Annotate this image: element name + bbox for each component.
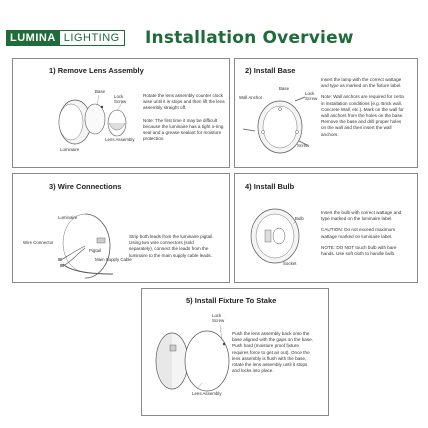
label-main-supply-cable: Main Supply Cable xyxy=(95,257,132,262)
label-lock-screw: Lock Screw xyxy=(212,313,225,323)
panel-title: 2) Install Base xyxy=(245,66,296,75)
text-line: in installation conditions (e.g. Brick wall, xyxy=(321,100,402,106)
label-lens-assembly: Lens Assembly xyxy=(105,137,135,142)
text-line: separately), connect the leads from the xyxy=(129,246,209,252)
text-line: Concrete Wall, etc.). Mark on the wall for xyxy=(321,106,404,112)
label-pigtail: Pigtail xyxy=(89,248,101,253)
label-lock-screw: Lock Screw xyxy=(114,94,127,104)
label-wall-anchor: Wall Anchor xyxy=(239,95,263,100)
text-line: because the luminaire has a tight o-ring xyxy=(143,123,224,129)
instructions xyxy=(321,77,417,138)
logo-suffix: LIGHTING xyxy=(60,30,125,46)
text-line: anchors. xyxy=(321,131,339,137)
text-line: type marked on the luminaire label. xyxy=(321,216,393,222)
label-screw: Screw xyxy=(297,143,310,148)
text-line: rotate the lens assembly until it stops xyxy=(232,362,308,368)
instructions xyxy=(129,234,229,259)
text-line: Rotate the lens assembly counter clock xyxy=(143,93,223,98)
wiring-illustration xyxy=(13,174,231,284)
panel-install-base xyxy=(234,58,418,168)
label-luminaire: Luminaire xyxy=(58,215,78,220)
instructions xyxy=(232,331,328,374)
panel-install-fixture xyxy=(141,288,329,416)
text-line: hands. Use soft cloth to handle bulb. xyxy=(321,251,396,257)
text-line: Insert the bulb with correct wattage and xyxy=(321,210,402,215)
panel-title: 4) Install Bulb xyxy=(245,182,295,191)
text-line: lens assembly is flush with the base, xyxy=(232,355,307,361)
text-line: wise until it is stops and then lift the lens xyxy=(143,99,225,105)
label-base: Base xyxy=(279,86,290,91)
panel-install-bulb xyxy=(234,173,418,283)
text-line: Strip both leads from the luminaire pigtail. xyxy=(129,234,214,239)
text-line: protection. xyxy=(143,136,165,142)
label-lock-screw: Lock Screw xyxy=(305,91,318,101)
panel-title: 1) Remove Lens Assembly xyxy=(49,66,144,75)
logo-brand: LUMINA xyxy=(6,30,60,46)
panel-title: 3) Wire Connections xyxy=(49,182,122,191)
label-wire-connector: Wire Connector xyxy=(23,240,54,245)
text-line: Note: Wall anchors are required for certa xyxy=(321,94,404,100)
page-title: Installation Overview xyxy=(145,28,354,48)
panel-wire-connections xyxy=(12,173,230,283)
label-lens-assembly: Lens Assembly xyxy=(192,391,222,396)
text-line: on the wall and then insert the wall xyxy=(321,125,392,131)
text-line: Note: The first time it may be difficult xyxy=(143,117,218,123)
brand-logo xyxy=(6,30,125,46)
text-line: wattage marked on luminaire label. xyxy=(321,233,393,239)
text-line: and locks into place. xyxy=(232,368,274,374)
text-line: luminaire to the main supply cable leads. xyxy=(129,252,212,258)
label-luminaire: Luminaire xyxy=(60,147,80,152)
text-line: requires force to get air out). Once the xyxy=(232,349,310,355)
panel-remove-lens xyxy=(12,58,230,168)
text-line: Remove the base and drill proper holes xyxy=(321,119,402,125)
text-line: Using two wire connectors (sold xyxy=(129,240,194,246)
text-line: seal and a grease sealant for moisture xyxy=(143,130,222,136)
text-line: Insert the lamp with the correct wattage xyxy=(321,77,402,82)
text-line: base aligned with the gaps on the base. xyxy=(232,337,313,343)
text-line: assembly straight off. xyxy=(143,105,187,111)
text-line: Push hard (moisture proof fixture xyxy=(232,343,299,349)
instructions xyxy=(321,210,417,257)
text-line: NOTE: DO NOT touch bulb with bare xyxy=(321,244,397,250)
label-base: Base xyxy=(95,89,106,94)
label-bulb: Bulb xyxy=(295,216,304,221)
panel-title: 5) Install Fixture To Stake xyxy=(186,296,277,305)
instructions xyxy=(143,93,229,142)
text-line: wall anchors from the holes on the base. xyxy=(321,113,404,119)
text-line: Push the lens assembly back onto the xyxy=(232,331,310,336)
text-line: CAUTION: Do not exceed maximum xyxy=(321,227,396,233)
label-socket: Socket xyxy=(283,261,297,266)
text-line: and type as marked on the fixture label. xyxy=(321,83,402,89)
